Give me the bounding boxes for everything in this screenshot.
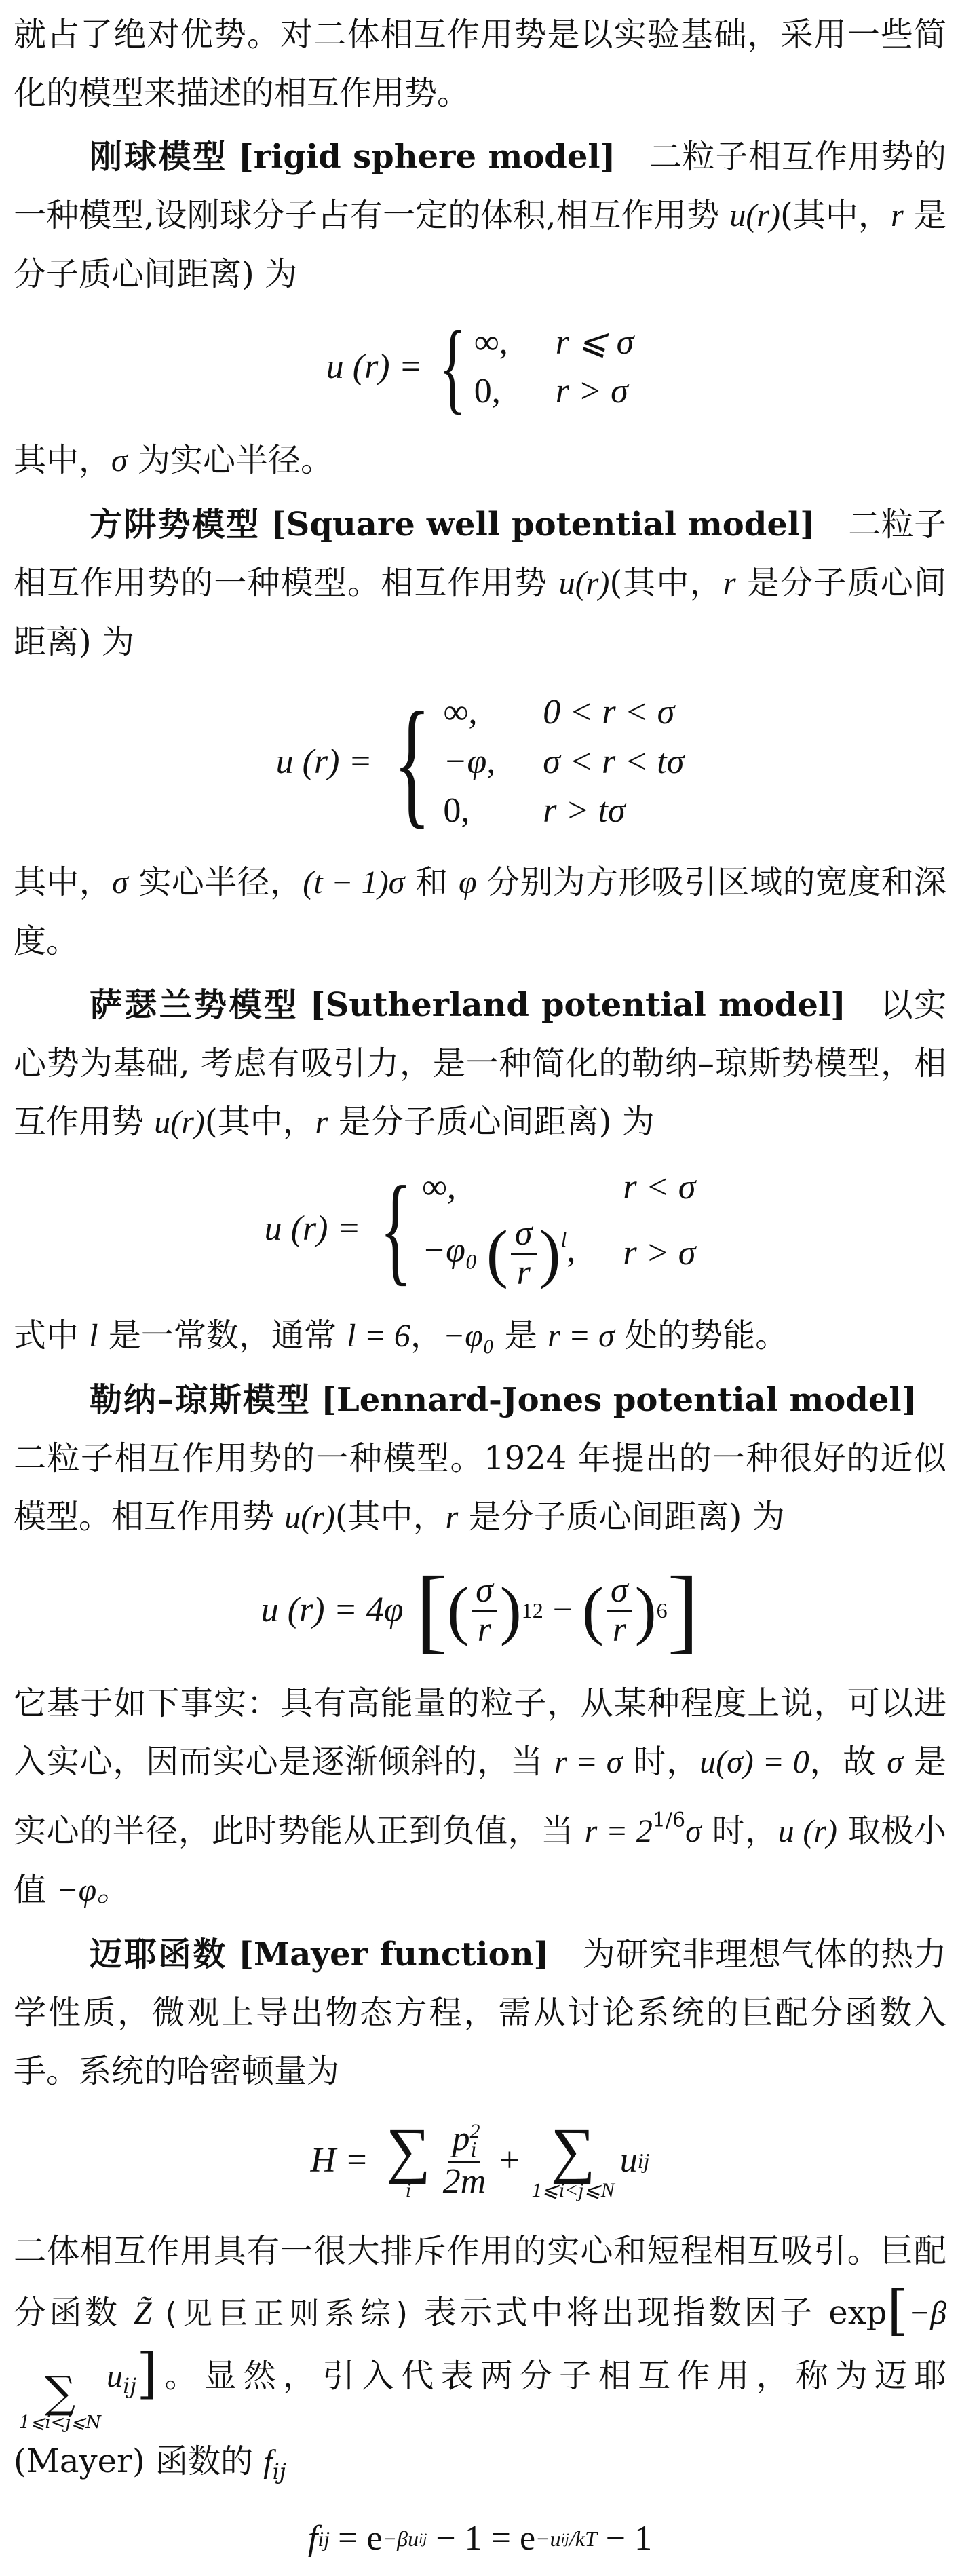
left-brace: { <box>438 311 466 423</box>
cross-reference: (见巨正则系综) <box>165 2296 410 2331</box>
entry-sutherland: 萨瑟兰势模型 [Sutherland potential model] 以实心势为基础, 考虑有吸引力，是一种简化的勒纳–琼斯势模型，相互作用势 u(r)(其中，r 是分子质心间距离) 为 <box>14 986 946 1141</box>
equation-hamiltonian: H = ∑ i $\frac{p^2_i}{2m}$ + ∑ 1⩽i<j⩽N u ij <box>310 2115 650 2201</box>
rigid-sphere-note: 其中，σ 为实心半径。 <box>14 441 333 479</box>
entry-term: 刚球模型 <box>90 138 228 176</box>
entry-lennard-jones: 勒纳–琼斯模型 [Lennard-Jones potential model] 二粒子相互作用势的一种模型。1924 年提出的一种很好的近似模型。相互作用势 u(r)(其中，r 是分子质心间距离) 为 <box>14 1381 950 1536</box>
left-brace: { <box>379 1161 412 1296</box>
mayer-note: 二体相互作用具有一很大排斥作用的实心和短程相互吸引。巨配分函数 Z̃ (见巨正则系综) 表示式中将出现指数因子 exp[−β ∑ 1⩽i<j⩽N $u_{ij}$]。显然，引入代表两分子相互作用，称为迈耶 (Mayer) 函数的 $f_{ij}$ <box>14 2232 946 2484</box>
cases: ∞, r ⩽ σ 0, r > σ <box>474 322 634 411</box>
lennard-jones-note: 它基于如下事实：具有高能量的粒子，从某种程度上说，可以进入实心，因而实心是逐渐倾斜的，当 r = σ 时，u(σ) = 0，故 σ 是实心的半径，此时势能从正到负值，当 $r = 2^{1/6}\sigma$ 时，u (r) 取极小值 −φ。 <box>14 1684 946 1909</box>
square-well-note: 其中，σ 实心半径，(t − 1)σ 和 φ 分别为方形吸引区域的宽度和深度。 <box>14 863 946 960</box>
equation-lennard-jones: u (r) = 4φ [ ( $\frac{\sigma}{r}$ ) 12 − ( $\frac{\sigma}{r}$ ) 6 ] <box>261 1557 699 1663</box>
entry-square-well: 方阱势模型 [Square well potential model] 二粒子相互作用势的一种模型。相互作用势 u(r)(其中，r 是分子质心间距离) 为 <box>14 506 946 661</box>
entry-term: 方阱势模型 <box>90 506 261 544</box>
entry-term: 勒纳–琼斯模型 <box>90 1381 311 1419</box>
entry-english: [Lennard-Jones potential model] <box>321 1381 917 1419</box>
entry-mayer-function: 迈耶函数 [Mayer function] 为研究非理想气体的热力学性质，微观上导出物态方程，需从讨论系统的巨配分函数入手。系统的哈密顿量为 <box>14 1935 946 2090</box>
entry-term: 迈耶函数 <box>90 1935 228 1973</box>
entry-english: [Sutherland potential model] <box>309 986 846 1024</box>
entry-english: [Mayer function] <box>238 1935 550 1973</box>
entry-english: [rigid sphere model] <box>238 138 616 176</box>
entry-term: 萨瑟兰势模型 <box>90 986 299 1024</box>
equation-rigid-sphere: u (r) = { ∞, r ⩽ σ 0, r > σ <box>326 311 634 423</box>
cases: ∞, r < σ −φ₀ ( $\frac{\sigma}{r}$ )$^l$, r > σ <box>421 1167 696 1292</box>
entry-rigid-sphere: 刚球模型 [rigid sphere model] 二粒子相互作用势的一种模型,设刚球分子占有一定的体积,相互作用势 u(r)(其中，r 是分子质心间距离) 为 <box>14 138 946 293</box>
left-brace: { <box>393 683 431 841</box>
entry-english: [Square well potential model] <box>270 506 815 544</box>
intro-paragraph: 就占了绝对优势。对二体相互作用势是以实验基础，采用一些简化的模型来描述的相互作用势。 <box>14 16 946 112</box>
equation-sutherland: u (r) = { ∞, r < σ −φ₀ ( $\frac{\sigma}{r}$ )$^l$, r > σ <box>264 1161 696 1296</box>
cases: ∞, 0 < r < σ −φ, σ < r < tσ 0, r > tσ <box>443 693 685 831</box>
equation-square-well: u (r) = { ∞, 0 < r < σ −φ, σ < r < tσ 0, r > tσ <box>275 683 685 841</box>
sutherland-note: 式中 l 是一常数，通常 l = 6，−φ₀ 是 r = σ 处的势能。 <box>14 1317 788 1355</box>
equation-mayer: f ij = e −βu ij − 1 = e −u ij /kT − 1 <box>307 2518 653 2558</box>
